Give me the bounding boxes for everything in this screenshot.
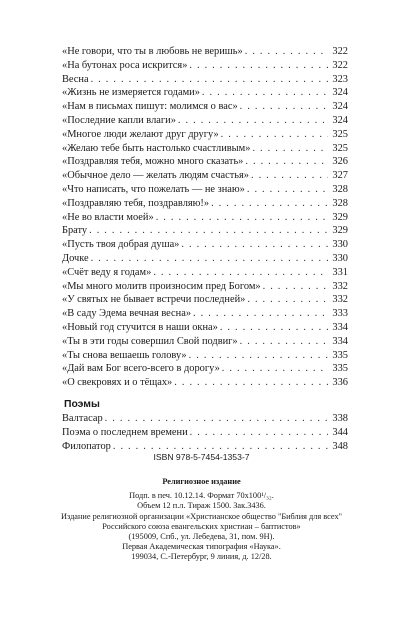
toc-entry [62, 211, 348, 225]
toc-entries [62, 45, 348, 390]
toc-entry [62, 238, 348, 252]
toc-entry-page: 331 [332, 266, 348, 278]
toc-entry-page: 328 [332, 183, 348, 195]
toc-entry [62, 197, 348, 211]
toc-entry-page: 333 [332, 308, 348, 320]
imprint-line: 199034, С.-Петербург, 9 линия, д. 12/28. [131, 552, 272, 562]
toc-entry-page: 335 [332, 349, 348, 361]
toc-entry-title: «Поздравляю тебя, поздравляю!» [62, 197, 210, 209]
imprint-line: Подп. в печ. 10.12.14. Формат 70x100¹/₃₂. [129, 491, 274, 501]
toc-entry-page: 334 [332, 321, 348, 333]
toc-entry-page: 324 [332, 101, 348, 113]
toc-entry-page: 325 [332, 142, 348, 154]
leader-dots [189, 349, 328, 363]
toc-entry [62, 142, 348, 156]
toc-entry [62, 155, 348, 169]
toc-entry-page: 326 [332, 156, 348, 168]
toc-entry-page: 335 [332, 363, 348, 375]
toc-entry [62, 293, 348, 307]
toc-entry-title: «Жизнь не измеряется годами» [62, 87, 200, 99]
toc-entry-title: «Нам в письмах пишут: молимся о вас» [62, 101, 238, 113]
toc-entry-page: 330 [332, 239, 348, 251]
toc-entry-page: 336 [332, 377, 348, 389]
toc-entry-title: «Новый год стучится в наши окна» [62, 321, 218, 333]
toc-entry-page: 344 [332, 426, 348, 438]
toc-entry [62, 169, 348, 183]
section-heading-poems: Поэмы [64, 398, 100, 410]
leader-dots [220, 321, 328, 335]
toc-entry [62, 45, 348, 59]
leader-dots [247, 293, 328, 307]
toc-entry-page: 323 [332, 73, 348, 85]
toc-entry-page: 329 [332, 225, 348, 237]
toc-entry-title: «Мы много молитв произносим пред Богом» [62, 280, 261, 292]
leader-dots [245, 45, 328, 59]
leader-dots [251, 169, 328, 183]
imprint-line: Российского союза евангельских христиан – баптистов» [102, 521, 301, 531]
toc-entry [62, 321, 348, 335]
toc-entry [62, 183, 348, 197]
imprint-line: (195009, Спб., ул. Лебедева, 31, пом. 9Н). [128, 532, 275, 542]
toc-entry-page: 324 [332, 87, 348, 99]
toc-entry [62, 376, 348, 390]
imprint-line: Объем 12 п.л. Тираж 1500. Зак.3436. [137, 501, 266, 511]
table-of-contents [62, 45, 348, 453]
toc-entry [62, 252, 348, 266]
leader-dots [221, 128, 328, 142]
leader-dots [89, 224, 328, 238]
toc-entry-title: «Поздравляя тебя, можно много сказать» [62, 156, 244, 168]
toc-entry-title: Валтасар [62, 412, 103, 424]
toc-entry-page: 334 [332, 335, 348, 347]
leader-dots [190, 426, 328, 440]
leader-dots [193, 307, 328, 321]
toc-entry-title: «Ты снова вешаешь голову» [62, 349, 187, 361]
toc-entry [62, 100, 348, 114]
toc-entry-title: Весна [62, 73, 89, 85]
toc-entry-title: «В саду Эдема вечная весна» [62, 308, 192, 320]
toc-entry-page: 328 [332, 197, 348, 209]
toc-entry-page: 322 [332, 46, 348, 57]
toc-entry [62, 73, 348, 87]
leader-dots [263, 280, 328, 294]
leader-dots [189, 59, 328, 73]
toc-entry-page: 325 [332, 128, 348, 140]
toc-entry [62, 266, 348, 280]
toc-entry-page: 332 [332, 280, 348, 292]
toc-entry-page: 324 [332, 114, 348, 126]
toc-entry-title: Поэма о последнем времени [62, 426, 188, 438]
leader-dots [240, 335, 328, 349]
leader-dots [105, 412, 328, 426]
toc-entry [62, 114, 348, 128]
toc-entry [62, 59, 348, 73]
toc-entry-title: Брату [62, 225, 88, 237]
imprint-line: Издание религиозной организации «Христианское общество "Библия для всех" [60, 511, 343, 521]
toc-entry [62, 335, 348, 349]
leader-dots [240, 100, 328, 114]
leader-dots [91, 73, 328, 87]
toc-entry-title: «Последние капли влаги» [62, 114, 176, 126]
toc-entry [62, 224, 348, 238]
leader-dots [252, 142, 328, 156]
toc-poems [62, 412, 348, 453]
isbn: ISBN 978-5-7454-1353-7 [153, 452, 250, 462]
leader-dots [174, 376, 328, 390]
toc-entry-title: «На бутонах роса искрится» [62, 59, 188, 71]
toc-entry-title: «Многое люди желают друг другу» [62, 128, 219, 140]
toc-entry-title: «Что написать, что пожелать — не знаю» [62, 183, 245, 195]
toc-entry-title: Филопатор [62, 440, 111, 452]
toc-entry-page: 330 [332, 252, 348, 264]
leader-dots [153, 266, 328, 280]
leader-dots [91, 252, 328, 266]
toc-entry [62, 307, 348, 321]
toc-entry [62, 128, 348, 142]
toc-entry-title: «Не во власти моей» [62, 211, 154, 223]
toc-entry [62, 426, 348, 440]
leader-dots [181, 238, 328, 252]
toc-entry [62, 412, 348, 426]
toc-entry [62, 86, 348, 100]
toc-entry-title: «Дай вам Бог всего-всего в дорогу» [62, 363, 220, 375]
leader-dots [178, 114, 328, 128]
toc-entry-title: «Желаю тебе быть настолько счастливым» [62, 142, 251, 154]
toc-entry-title: «Пусть твоя добрая душа» [62, 239, 180, 251]
leader-dots [245, 155, 328, 169]
toc-entry-title: «Ты в эти годы совершил Свой подвиг» [62, 335, 238, 347]
toc-entry [62, 280, 348, 294]
leader-dots [202, 86, 328, 100]
leader-dots [211, 197, 328, 211]
leader-dots [222, 362, 328, 376]
imprint-line: Первая Академическая типография «Наука». [122, 542, 281, 552]
leader-dots [156, 211, 328, 225]
toc-entry-title: «О свекровях и о тёщах» [62, 377, 173, 389]
toc-entry-page: 338 [332, 412, 348, 424]
toc-entry [62, 349, 348, 363]
toc-entry-title: Дочке [62, 252, 89, 264]
toc-entry-title: «Не говори, что ты в любовь не веришь» [62, 46, 243, 57]
toc-entry-title: «Обычное дело — желать людям счастья» [62, 170, 249, 182]
edition-label: Религиозное издание [162, 477, 241, 486]
toc-entry-title: «У святых не бывает встречи последней» [62, 294, 246, 306]
toc-entry-page: 332 [332, 294, 348, 306]
toc-entry-page: 322 [332, 59, 348, 71]
toc-entry-title: «Счёт веду я годам» [62, 266, 152, 278]
leader-dots [247, 183, 328, 197]
toc-entry-page: 329 [332, 211, 348, 223]
toc-entry-page: 327 [332, 170, 348, 182]
toc-entry-page: 348 [332, 440, 348, 452]
imprint [0, 477, 403, 563]
toc-entry [62, 362, 348, 376]
imprint-lines [0, 491, 403, 562]
